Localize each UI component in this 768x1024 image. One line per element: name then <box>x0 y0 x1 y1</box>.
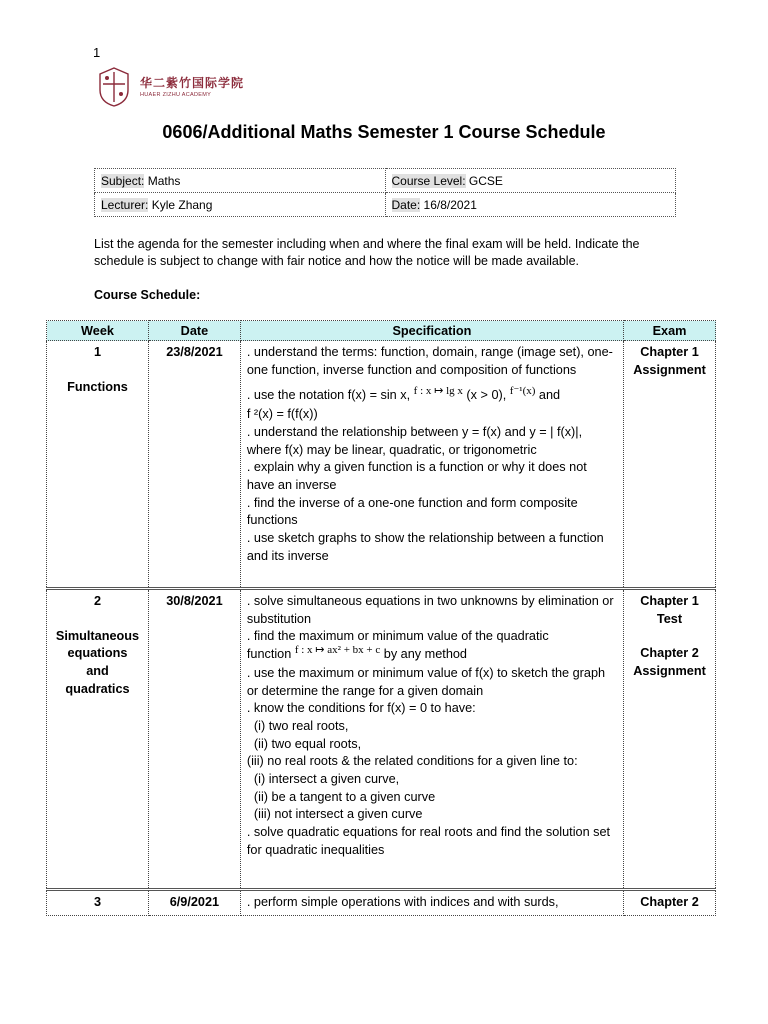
spec-item: . understand the relationship between y = f(x) and y = | f(x)|, where f(x) may be linear, quadratic, or trigonometric <box>246 424 583 457</box>
spec-cell: . perform simple operations with indices and with surds, <box>240 890 623 916</box>
spec-item: (i) intersect a given curve, <box>246 772 400 787</box>
spec-item: . solve quadratic equations for real roots and find the solution set for quadratic inequalities <box>246 825 611 857</box>
spec-item: . use the maximum or minimum value of f(x) to sketch the graph or determine the range for a given domain <box>246 665 606 698</box>
page-number: 1 <box>93 45 101 60</box>
spec-item: . find the inverse of a one-one function and form composite functions <box>246 495 578 528</box>
logo-text-chinese: 华二紫竹国际学院 <box>140 76 245 90</box>
notation-text: and <box>535 388 561 403</box>
math-fragment: f⁻¹(x) <box>509 385 536 398</box>
exam-cell <box>624 589 716 890</box>
exam-cell <box>624 341 716 589</box>
exam-line: Assignment <box>633 664 706 679</box>
exam-line: Chapter 1 <box>640 594 699 608</box>
course-info-table <box>94 168 676 217</box>
schedule-table <box>46 320 716 916</box>
date-value: 16/8/2021 <box>420 197 477 212</box>
intro-paragraph: List the agenda for the semester including when and where the final exam will be held. Indicate the schedule is subject to change with fair notice and how the notice will be made available. <box>94 237 640 268</box>
exam-line: Assignment <box>633 362 706 377</box>
date-cell: 23/8/2021 <box>148 341 240 589</box>
course-schedule-label: Course Schedule: <box>94 288 201 302</box>
exam-cell: Chapter 2 <box>624 890 716 916</box>
subject-label: Subject: <box>101 173 145 188</box>
date-cell <box>385 193 676 217</box>
week-topic-line: equations <box>67 646 128 661</box>
exam-line: Chapter 2 <box>640 646 699 661</box>
spec-item: . find the maximum or minimum value of the quadratic <box>246 629 549 644</box>
course-level-label: Course Level: <box>391 173 466 188</box>
date-label: Date: <box>391 197 421 212</box>
table-row <box>47 589 716 890</box>
notation-text: (x > 0), <box>462 388 510 403</box>
spec-item-notation <box>247 387 617 423</box>
date-cell: 6/9/2021 <box>148 890 240 916</box>
logo-text-english: HUAER ZIZHU ACADEMY <box>140 92 212 98</box>
table-row <box>47 341 716 589</box>
notation-text: f ²(x) = f(f(x)) <box>246 407 318 422</box>
header-date: Date <box>148 321 240 341</box>
course-level-cell <box>385 169 676 193</box>
exam-line: Chapter 1 <box>640 345 699 359</box>
spec-cell <box>240 341 623 589</box>
lecturer-label: Lecturer: <box>101 197 149 212</box>
spec-item: (ii) be a tangent to a given curve <box>246 789 436 804</box>
week-topic: Functions <box>67 379 128 394</box>
spec-item: . explain why a given function is a function or why it does not have an inverse <box>246 460 587 492</box>
document-title: 0606/Additional Maths Semester 1 Course Schedule <box>162 122 606 142</box>
week-number: 2 <box>93 594 102 608</box>
subject-cell <box>95 169 386 193</box>
subject-value: Maths <box>144 173 181 188</box>
spec-item: . solve simultaneous equations in two unknowns by elimination or substitution <box>246 594 614 626</box>
header-exam: Exam <box>624 321 716 341</box>
function-text: by any method <box>380 647 467 662</box>
notation-text: . use the notation f(x) = sin x, <box>246 388 414 403</box>
week-cell <box>47 589 149 890</box>
spec-item: (i) two real roots, <box>246 718 349 733</box>
week-cell <box>47 341 149 589</box>
spec-item: . use sketch graphs to show the relationship between a function and its inverse <box>246 531 604 563</box>
function-text: function <box>246 647 295 662</box>
lecturer-value: Kyle Zhang <box>148 197 213 212</box>
week-number: 1 <box>93 345 102 359</box>
spec-item-function <box>247 646 617 665</box>
week-topic-line: quadratics <box>65 681 130 696</box>
spec-item: (ii) two equal roots, <box>246 736 362 751</box>
spec-item: . understand the terms: function, domain, range (image set), one-one function, inverse function and composition of functions <box>246 345 613 377</box>
schedule-header-row <box>47 321 716 341</box>
week-cell: 3 <box>47 890 149 916</box>
week-topic-line: and <box>86 664 109 679</box>
math-fragment: f : x ↦ lg x <box>413 385 463 398</box>
header-week: Week <box>47 321 149 341</box>
spec-item: (iii) not intersect a given curve <box>246 807 423 822</box>
spec-cell <box>240 589 623 890</box>
math-fragment: f : x ↦ ax² + bx + c <box>294 644 381 657</box>
spec-item: (iii) no real roots & the related conditions for a given line to: <box>246 754 578 769</box>
exam-line: Test <box>656 611 683 626</box>
week-topic-line: Simultaneous <box>55 628 140 643</box>
date-cell: 30/8/2021 <box>148 589 240 890</box>
course-level-value: GCSE <box>465 173 503 188</box>
spec-item: . know the conditions for f(x) = 0 to have: <box>246 701 476 716</box>
table-row <box>47 890 716 916</box>
lecturer-cell <box>95 193 386 217</box>
header-spec: Specification <box>240 321 623 341</box>
